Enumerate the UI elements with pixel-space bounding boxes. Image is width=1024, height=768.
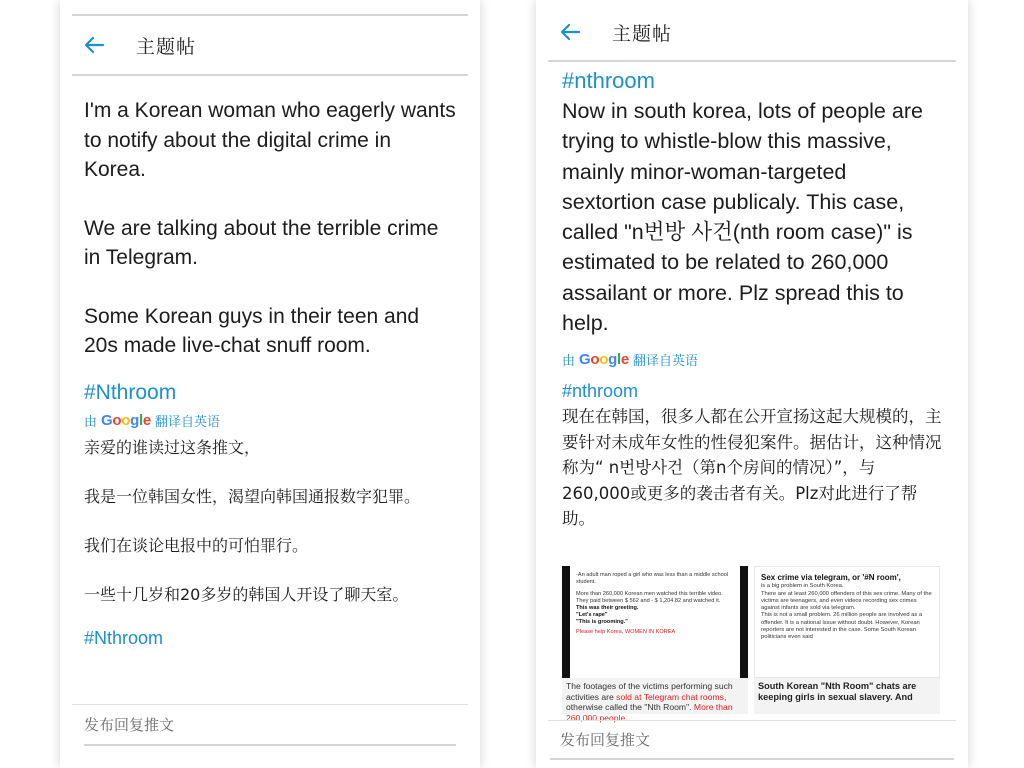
- back-button[interactable]: [72, 16, 116, 74]
- translated-text: 现在在韩国，很多人都在公开宣扬这起大规模的，主要针对未成年女性的性侵犯案件。据估计，这种情况称为“ n번방사건（第n个房间的情况）”，与260,000或更多的袭击者有关。Plz对此进行了帮助。: [562, 407, 942, 529]
- caption-highlight: sold at Telegram chat rooms: [616, 691, 724, 702]
- image-line: There are at least 260,000 offenders of this sex crime. Many of the victims are teenagers, and even videos recording sex crimes against infants are sold via telegram.: [761, 590, 932, 612]
- tweet-paragraph: We are talking about the terrible crime in Telegram.: [84, 216, 439, 269]
- reply-input[interactable]: 发布回复推文: [548, 720, 956, 758]
- media-image[interactable]: [754, 566, 940, 714]
- image-line: This is not a small problem. 26 million people are involved as a offender. It is a national issue without doubt. However, Korean reporters are not interested in the case. Some South Korean politicians even said: [761, 612, 923, 641]
- translated-paragraph: 一些十几岁和20多岁的韩国人开设了聊天室。: [84, 584, 409, 604]
- left-thread-panel: [60, 0, 480, 768]
- image-line: This was their greeting.: [576, 605, 639, 611]
- translated-paragraph: 亲爱的谁读过这条推文，: [84, 437, 261, 457]
- image-caption: South Korean "Nth Room" chats are keeping girls in sexual slavery. And: [758, 681, 917, 702]
- arrow-left-icon: [560, 23, 580, 41]
- translated-text: [84, 436, 456, 607]
- translated-suffix: 翻译自英语: [632, 353, 698, 369]
- thread-header: [72, 16, 468, 76]
- image-line: is a big problem in South Korea.: [761, 583, 844, 590]
- translation-attribution[interactable]: [84, 411, 456, 430]
- back-button[interactable]: [548, 4, 592, 60]
- tweet-paragraph: I'm a Korean woman who eagerly wants to notify about the digital crime in Korea.: [84, 99, 456, 181]
- hashtag-link[interactable]: #nthroom: [562, 68, 655, 93]
- thread-header: [548, 4, 956, 62]
- image-title: Sex crime via telegram, or '#N room',: [761, 573, 901, 582]
- image-line: "This is grooming.": [576, 619, 628, 625]
- media-image[interactable]: [562, 566, 748, 723]
- caption-text: The footages of the victims performing such activities are: [566, 681, 733, 702]
- translated-paragraph: 我是一位韩国女性，渴望向韩国通报数字犯罪。: [84, 486, 421, 506]
- reply-divider: [84, 744, 456, 746]
- hashtag-link[interactable]: #Nthroom: [84, 627, 164, 648]
- reply-divider: [550, 758, 954, 760]
- hashtag-link[interactable]: #nthroom: [562, 381, 639, 402]
- translated-paragraph: 我们在谈论电报中的可怕罪行。: [84, 535, 309, 555]
- page-title: 主题帖: [612, 23, 673, 45]
- google-logo: Google: [101, 411, 151, 429]
- translated-prefix: 由: [84, 413, 98, 429]
- image-line: "Let's rape": [576, 612, 608, 618]
- image-line: Please help Korea, WOMEN IN KOREA: [576, 629, 676, 635]
- tweet-body: [84, 96, 456, 649]
- tweet-body: [562, 66, 942, 532]
- arrow-left-icon: [84, 36, 104, 54]
- caption-highlight: More than 260,000 people: [566, 702, 733, 723]
- tweet-text: Now in south korea, lots of people are trying to whistle-blow this massive, mainly minor-woman-targeted sextortion case publicaly. This case, called "n번방 사건(nth room case)" is estimated to be related to 260,000 assailant or more. Plz spread this to help.: [562, 99, 923, 336]
- image-caption: [566, 681, 744, 723]
- translated-suffix: 翻译自英语: [154, 413, 220, 429]
- google-logo: Google: [579, 351, 629, 369]
- translated-prefix: 由: [562, 353, 576, 369]
- translation-attribution[interactable]: [562, 350, 942, 369]
- image-text-card: [754, 566, 940, 678]
- reply-input[interactable]: 发布回复推文: [72, 704, 468, 744]
- tweet-paragraph: Some Korean guys in their teen and 20s made live-chat snuff room.: [84, 304, 420, 357]
- media-gallery: [562, 566, 940, 723]
- page-title: 主题帖: [136, 36, 197, 58]
- image-text-card: [570, 566, 740, 678]
- hashtag-link[interactable]: #Nthroom: [84, 380, 177, 404]
- caption-text: , otherwise called the "Nth Room".: [566, 691, 727, 712]
- image-line: -An adult man roped a girl who was less than a middle school student.: [576, 572, 729, 585]
- image-line: More than 260,000 Korean men watched this terrible video. They paid between $ 562 and - $ 1,204.82 and watched it.: [576, 591, 723, 604]
- right-thread-panel: [536, 0, 968, 768]
